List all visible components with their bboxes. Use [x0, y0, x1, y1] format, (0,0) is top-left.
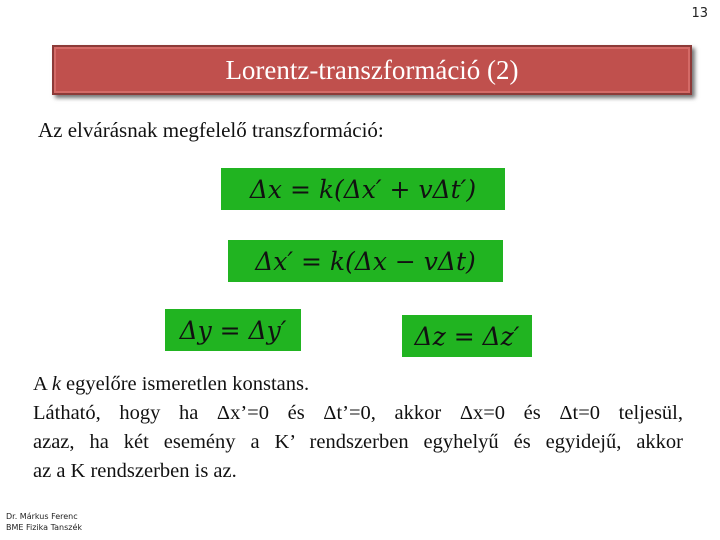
- footer-author: Dr. Márkus Ferenc: [6, 512, 78, 521]
- footer: [6, 511, 82, 533]
- page-number: 13: [691, 6, 708, 21]
- body-text: [33, 370, 683, 486]
- footer-department: BME Fizika Tanszék: [6, 523, 83, 532]
- body-line-2: Látható, hogy ha Δx’=0 és Δt’=0, akkor Δx=0 és Δt=0 teljesül,: [33, 402, 683, 424]
- body-line-4: az a K rendszerben is az.: [33, 460, 237, 482]
- body-line-1-prefix: A: [33, 373, 52, 395]
- body-line-1-rest: egyelőre ismeretlen konstans.: [60, 373, 310, 395]
- equation-dz: Δz = Δz′: [402, 315, 532, 357]
- equation-dy: Δy = Δy′: [165, 309, 301, 351]
- body-line-1: [33, 370, 683, 399]
- slide-title: Lorentz-transzformáció (2): [225, 54, 519, 85]
- equation-dx-prime: Δx′ = k(Δx − vΔt): [228, 240, 503, 282]
- equation-dx: Δx = k(Δx′ + vΔt′): [221, 168, 505, 210]
- body-line-3: azaz, ha két esemény a K’ rendszerben egyhelyű és egyidejű, akkor: [33, 431, 683, 453]
- intro-text: Az elvárásnak megfelelő transzformáció:: [38, 118, 384, 142]
- title-bar: [52, 45, 692, 95]
- k-symbol: k: [51, 373, 61, 395]
